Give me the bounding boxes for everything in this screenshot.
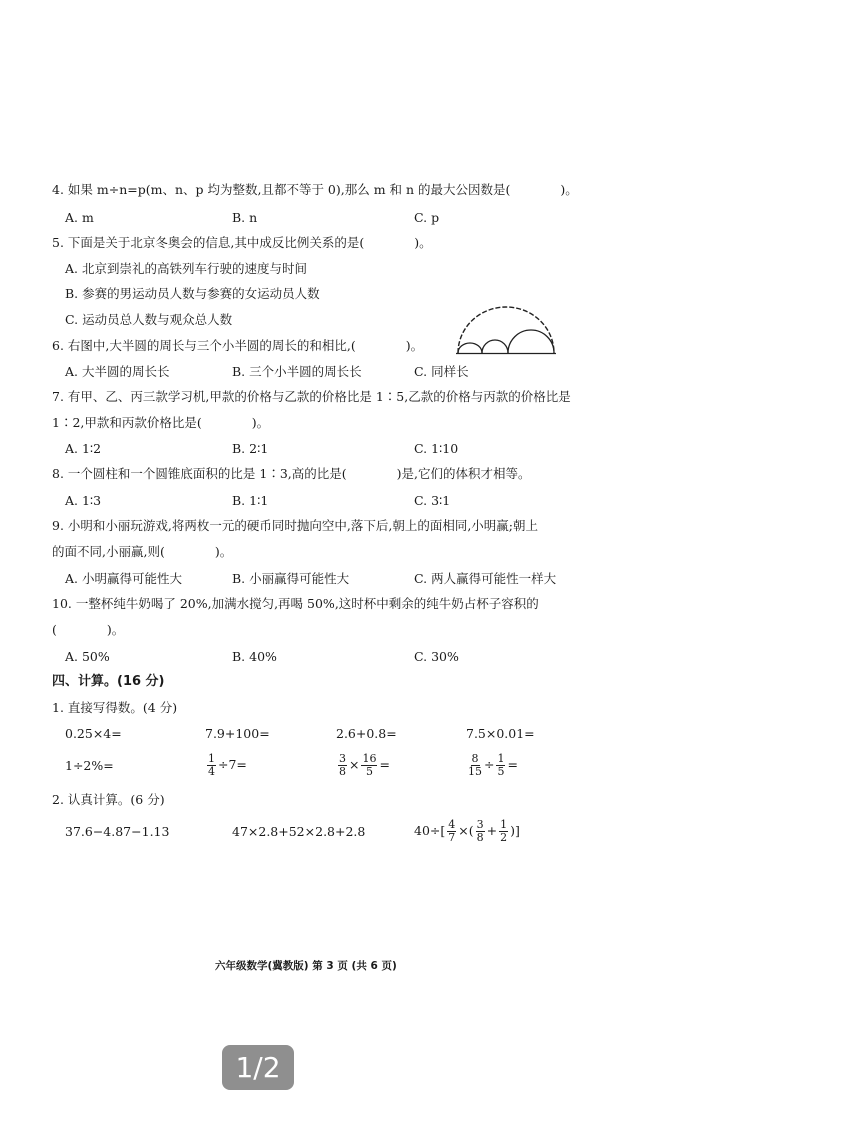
q8-option-b: B. 1∶1	[232, 493, 269, 508]
calc-1-3: 2.6+0.8=	[336, 726, 397, 741]
question-10-line-1: 10. 一整杯纯牛奶喝了 20%,加满水搅匀,再喝 50%,这时杯中剩余的纯牛奶占杯子容积的	[52, 596, 539, 611]
q8-option-a: A. 1∶3	[65, 493, 102, 508]
q4-option-a: A. m	[65, 210, 94, 225]
q7-option-a: A. 1∶2	[65, 441, 102, 456]
question-4: 4. 如果 m÷n=p(m、n、p 均为整数,且都不等于 0),那么 m 和 n 的最大公因数是( )。	[52, 182, 578, 197]
q6-option-a: A. 大半圆的周长长	[65, 364, 170, 379]
page-indicator: 1/2	[222, 1045, 294, 1090]
q5-option-c: C. 运动员总人数与观众总人数	[65, 312, 233, 327]
calc-1-4: 7.5×0.01=	[466, 726, 535, 741]
q9-option-a: A. 小明赢得可能性大	[65, 571, 182, 586]
question-5: 5. 下面是关于北京冬奥会的信息,其中成反比例关系的是( )。	[52, 235, 432, 250]
question-8: 8. 一个圆柱和一个圆锥底面积的比是 1∶3,高的比是( )是,它们的体积才相等。	[52, 466, 531, 481]
q10-option-c: C. 30%	[414, 649, 459, 664]
question-6: 6. 右图中,大半圆的周长与三个小半圆的周长的和相比,( )。	[52, 338, 424, 353]
compute-2: 47×2.8+52×2.8+2.8	[232, 824, 366, 839]
question-7-line-2: 1∶2,甲款和丙款价格比是( )。	[52, 415, 270, 430]
q7-option-c: C. 1∶10	[414, 441, 459, 456]
semicircles-figure	[454, 304, 558, 356]
calc-2-1: 1÷2%=	[65, 758, 114, 773]
section-4-title: 四、计算。(16 分)	[52, 674, 165, 689]
question-10-line-2: ( )。	[52, 622, 125, 637]
q4-option-c: C. p	[414, 210, 440, 225]
q9-option-b: B. 小丽赢得可能性大	[232, 571, 350, 586]
q4-option-b: B. n	[232, 210, 258, 225]
part-2-title: 2. 认真计算。(6 分)	[52, 792, 165, 807]
calc-2-2: $\frac{1}{4}$ ÷7=	[208, 752, 247, 778]
question-9-line-1: 9. 小明和小丽玩游戏,将两枚一元的硬币同时抛向空中,落下后,朝上的面相同,小明赢;朝上	[52, 518, 539, 533]
question-9-line-2: 的面不同,小丽赢,则( )。	[52, 544, 233, 559]
q6-option-b: B. 三个小半圆的周长长	[232, 364, 362, 379]
q5-option-a: A. 北京到崇礼的高铁列车行驶的速度与时间	[65, 261, 307, 276]
calc-2-3: $\frac{3}{8}$ × $\frac{16}{5}$ =	[339, 752, 390, 778]
compute-3: 40÷[ $\frac{4}{7}$ ×( $\frac{3}{8}$ + $\frac{1}{2}$ )]	[414, 818, 520, 844]
calc-1-1: 0.25×4=	[65, 726, 122, 741]
part-1-title: 1. 直接写得数。(4 分)	[52, 700, 178, 715]
calc-1-2: 7.9+100=	[205, 726, 270, 741]
q10-option-b: B. 40%	[232, 649, 277, 664]
calc-2-4: $\frac{8}{15}$ ÷ $\frac{1}{5}$ =	[468, 752, 518, 778]
compute-1: 37.6−4.87−1.13	[65, 824, 170, 839]
q9-option-c: C. 两人赢得可能性一样大	[414, 571, 557, 586]
q10-option-a: A. 50%	[65, 649, 110, 664]
q5-option-b: B. 参赛的男运动员人数与参赛的女运动员人数	[65, 286, 320, 301]
q6-option-c: C. 同样长	[414, 364, 469, 379]
q8-option-c: C. 3∶1	[414, 493, 451, 508]
question-7-line-1: 7. 有甲、乙、丙三款学习机,甲款的价格与乙款的价格比是 1∶5,乙款的价格与丙款的价格比是	[52, 389, 571, 404]
q7-option-b: B. 2∶1	[232, 441, 269, 456]
page-footer: 六年级数学(冀教版) 第 3 页 (共 6 页)	[215, 960, 397, 972]
